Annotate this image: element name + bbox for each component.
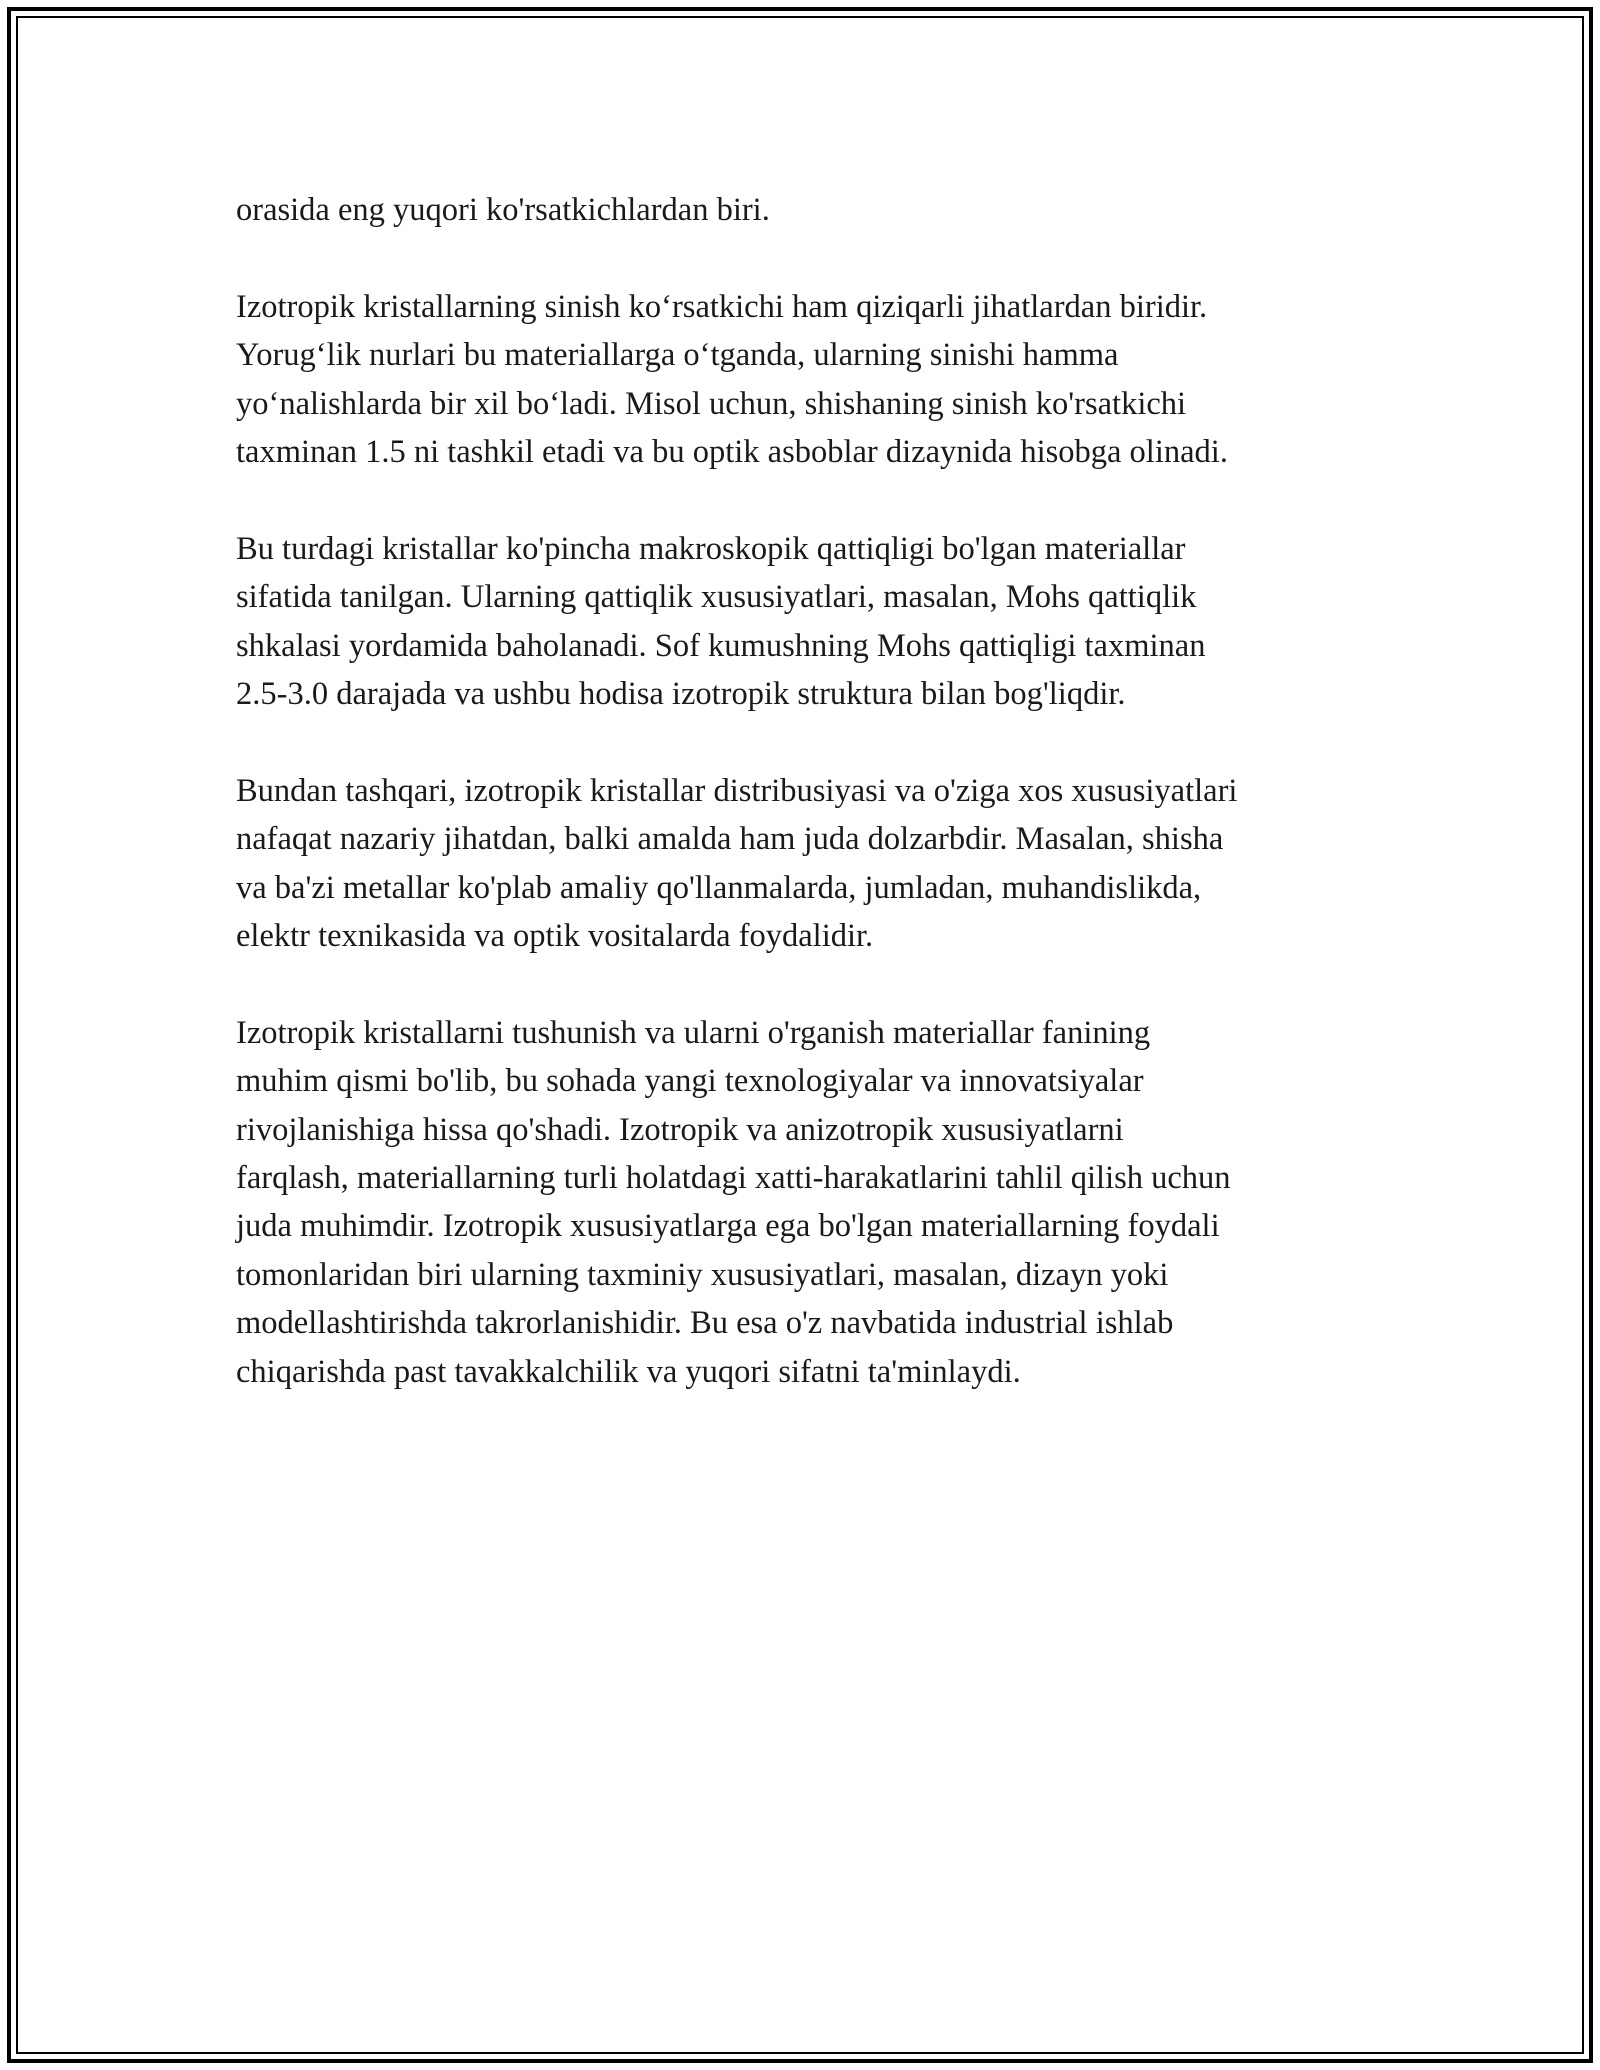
text-line: elektr texnikasida va optik vositalarda foydalidir. <box>236 918 874 955</box>
document-body <box>236 186 1396 1444</box>
text-line: chiqarishda past tavakkalchilik va yuqori sifatni ta'minlaydi. <box>236 1353 1021 1390</box>
text-line: nafaqat nazariy jihatdan, balki amalda ham juda dolzarbdir. Masalan, shisha <box>236 821 1224 858</box>
text-line: shkalasi yordamida baholanadi. Sof kumushning Mohs qattiqligi taxminan <box>236 627 1206 664</box>
text-line: juda muhimdir. Izotropik xususiyatlarga ega bo'lgan materiallarning foydali <box>236 1208 1220 1245</box>
text-line: Bu turdagi kristallar ko'pincha makroskopik qattiqligi bo'lgan materiallar <box>236 530 1186 567</box>
text-line: Bundan tashqari, izotropik kristallar distribusiyasi va o'ziga xos xususiyatlari <box>236 772 1238 809</box>
text-line: tomonlaridan biri ularning taxminiy xususiyatlari, masalan, dizayn yoki <box>236 1256 1169 1293</box>
paragraph <box>236 283 1396 477</box>
paragraph <box>236 525 1396 719</box>
text-line: 2.5-3.0 darajada va ushbu hodisa izotropik struktura bilan bog'liqdir. <box>236 676 1126 713</box>
text-line: Yorug‘lik nurlari bu materiallarga o‘tganda, ularning sinishi hamma <box>236 337 1119 374</box>
text-line: yo‘nalishlarda bir xil bo‘ladi. Misol uchun, shishaning sinish ko'rsatkichi <box>236 385 1187 422</box>
text-line: Izotropik kristallarni tushunish va ularni o'rganish materiallar fanining <box>236 1014 1151 1051</box>
text-line: sifatida tanilgan. Ularning qattiqlik xususiyatlari, masalan, Mohs qattiqlik <box>236 579 1197 616</box>
text-line: modellashtirishda takrorlanishidir. Bu esa o'z navbatida industrial ishlab <box>236 1305 1174 1342</box>
paragraph <box>236 1009 1396 1396</box>
text-line: va ba'zi metallar ko'plab amaliy qo'llanmalarda, jumladan, muhandislikda, <box>236 869 1202 906</box>
paragraph <box>236 186 1396 234</box>
paragraph <box>236 767 1396 961</box>
text-line: muhim qismi bo'lib, bu sohada yangi texnologiyalar va innovatsiyalar <box>236 1063 1144 1100</box>
text-line: rivojlanishiga hissa qo'shadi. Izotropik va anizotropik xususiyatlarni <box>236 1111 1124 1148</box>
text-line: farqlash, materiallarning turli holatdagi xatti-harakatlarini tahlil qilish uchun <box>236 1160 1231 1197</box>
text-line: orasida eng yuqori ko'rsatkichlardan biri. <box>236 192 770 228</box>
text-line: taxminan 1.5 ni tashkil etadi va bu optik asboblar dizaynida hisobga olinadi. <box>236 434 1228 471</box>
text-line: Izotropik kristallarning sinish ko‘rsatkichi ham qiziqarli jihatlardan biridir. <box>236 288 1208 325</box>
